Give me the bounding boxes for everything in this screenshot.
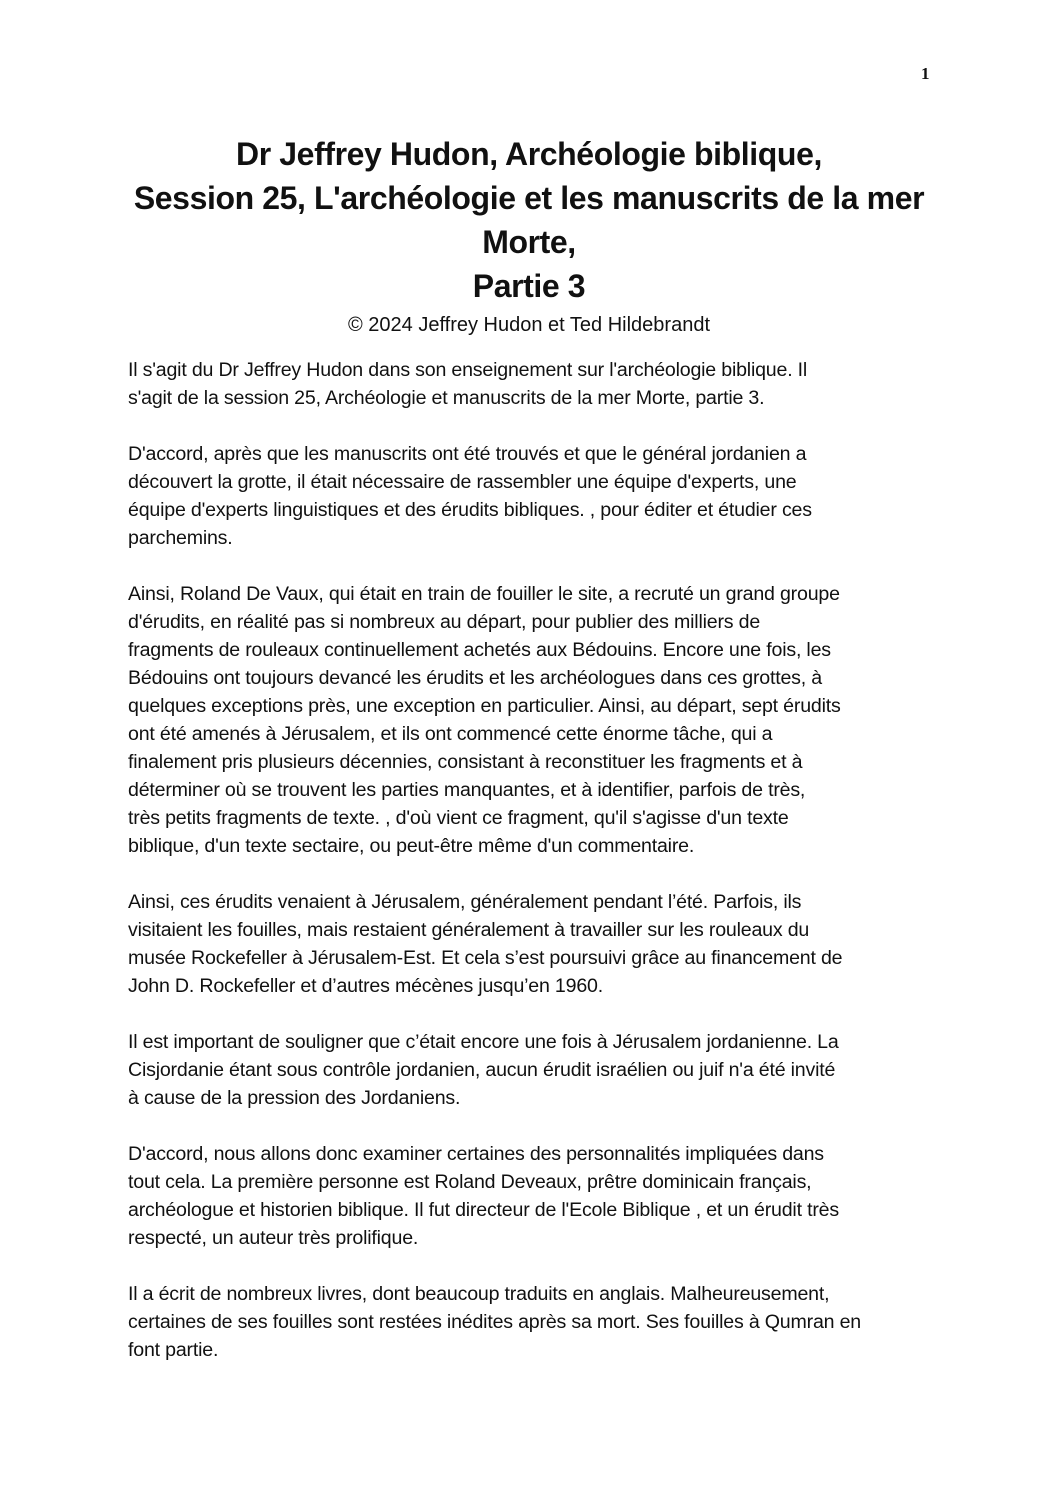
title-line-3: Morte, [482,224,576,260]
document-body [128,356,938,1392]
copyright-line: © 2024 Jeffrey Hudon et Ted Hildebrandt [347,314,710,336]
text-line: Il a écrit de nombreux livres, dont beaucoup traduits en anglais. Malheureusement, [128,1283,830,1305]
text-line: fragments de rouleaux continuellement achetés aux Bédouins. Encore une fois, les [128,639,831,661]
text-line: déterminer où se trouvent les parties manquantes, et à identifier, parfois de très, [128,779,806,801]
paragraph-5 [128,1028,938,1112]
text-line: ont été amenés à Jérusalem, et ils ont commencé cette énorme tâche, qui a [128,723,773,745]
text-line: musée Rockefeller à Jérusalem-Est. Et cela s’est poursuivi grâce au financement de [128,947,843,969]
text-line: Ainsi, Roland De Vaux, qui était en train de fouiller le site, a recruté un grand groupe [128,583,840,605]
paragraph-4 [128,888,938,1000]
text-line: découvert la grotte, il était nécessaire de rassembler une équipe d'experts, une [128,471,797,493]
text-line: Cisjordanie étant sous contrôle jordanien, aucun érudit israélien ou juif n'a été invité [128,1059,836,1081]
text-line: Bédouins ont toujours devancé les érudits et les archéologues dans ces grottes, à [128,667,822,689]
text-line: parchemins. [128,527,233,549]
text-line: à cause de la pression des Jordaniens. [128,1087,461,1109]
text-line: Il s'agit du Dr Jeffrey Hudon dans son enseignement sur l'archéologie biblique. Il [128,359,808,381]
page-number: 1 [921,64,930,83]
paragraph-1 [128,356,938,412]
text-line: John D. Rockefeller et d’autres mécènes jusqu’en 1960. [128,975,603,997]
text-line: certaines de ses fouilles sont restées inédites après sa mort. Ses fouilles à Qumran en [128,1311,861,1333]
title-line-2: Session 25, L'archéologie et les manuscrits de la mer [133,180,925,216]
text-line: biblique, d'un texte sectaire, ou peut-être même d'un commentaire. [128,835,695,857]
text-line: archéologue et historien biblique. Il fut directeur de l'Ecole Biblique , et un érudit très [128,1199,839,1221]
text-line: D'accord, nous allons donc examiner certaines des personnalités impliquées dans [128,1143,824,1165]
text-line: D'accord, après que les manuscrits ont été trouvés et que le général jordanien a [128,443,807,465]
paragraph-7 [128,1280,938,1364]
text-line: finalement pris plusieurs décennies, consistant à reconstituer les fragments et à [128,751,803,773]
text-line: tout cela. La première personne est Roland Deveaux, prêtre dominicain français, [128,1171,812,1193]
title-line-4: Partie 3 [472,268,586,304]
text-line: s'agit de la session 25, Archéologie et manuscrits de la mer Morte, partie 3. [128,387,765,409]
text-line: très petits fragments de texte. , d'où vient ce fragment, qu'il s'agisse d'un texte [128,807,789,829]
text-line: visitaient les fouilles, mais restaient généralement à travailler sur les rouleaux du [128,919,810,941]
paragraph-2 [128,440,938,552]
text-line: Il est important de souligner que c’était encore une fois à Jérusalem jordanienne. La [128,1031,839,1053]
text-line: font partie. [128,1339,219,1361]
paragraph-6 [128,1140,938,1252]
title-line-1: Dr Jeffrey Hudon, Archéologie biblique, [236,136,822,172]
text-line: d'érudits, en réalité pas si nombreux au départ, pour publier des milliers de [128,611,761,633]
text-line: respecté, un auteur très prolifique. [128,1227,419,1249]
document-header [60,132,998,340]
paragraph-3 [128,580,938,860]
text-line: équipe d'experts linguistiques et des érudits bibliques. , pour éditer et étudier ces [128,499,812,521]
text-line: Ainsi, ces érudits venaient à Jérusalem, généralement pendant l’été. Parfois, ils [128,891,802,913]
text-line: quelques exceptions près, une exception en particulier. Ainsi, au départ, sept érudits [128,695,841,717]
